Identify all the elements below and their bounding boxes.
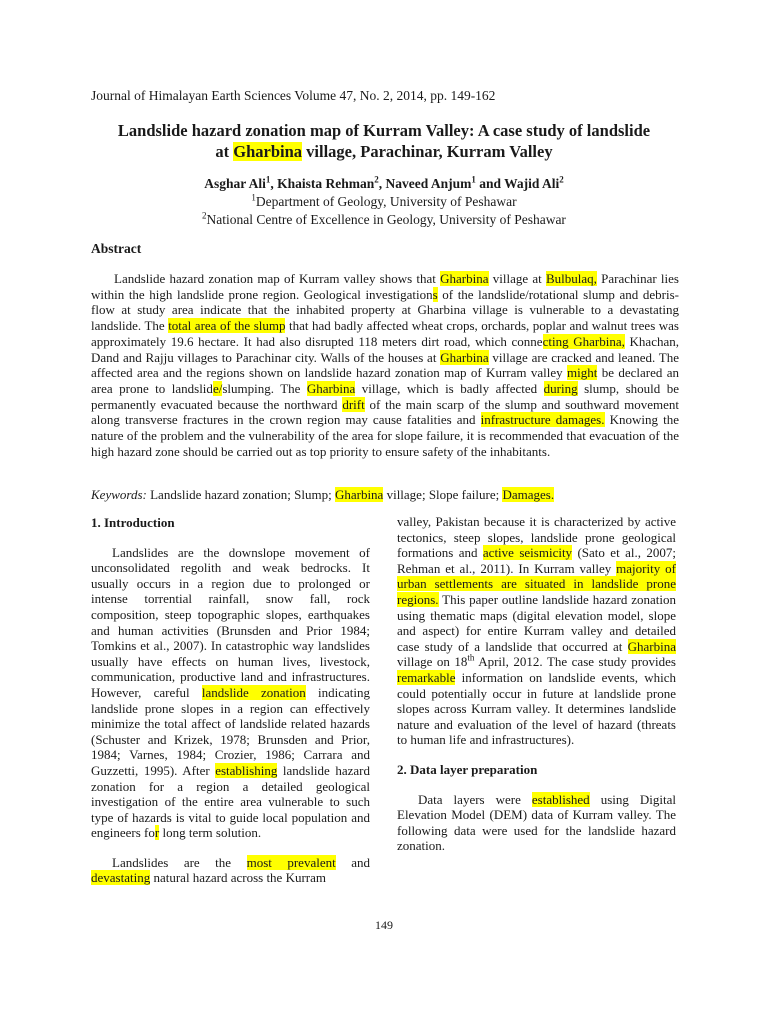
author-name: Asghar Ali [204, 176, 266, 191]
text: using Digital Elevation Model (DEM) data of Kurram valley. The following data were used for the landslide hazard zonation. [397, 791, 676, 854]
text: of the landslide/rotational slump and debris-flow at study area indicate that the inhabited property at Gharbina village is vulnerable to a devastating landslide. The [91, 286, 679, 334]
paragraph [397, 514, 676, 748]
highlight: most prevalent [246, 854, 336, 870]
text: slump, should be permanently evacuated because the northward [91, 380, 679, 412]
highlight: remarkable [397, 669, 456, 685]
highlight: Gharbina [334, 487, 384, 502]
text: natural hazard across the Kurram [150, 870, 326, 886]
title-line-2-post: village, Parachinar, Kurram Valley [302, 142, 553, 161]
affiliation-mark: 1 [265, 174, 271, 185]
text: of the main scarp of the slump and southward movement along transverse fractures in the crown region may cause fatalities and [91, 396, 680, 428]
highlight: Gharbina [627, 638, 676, 654]
highlight: Gharbina [440, 271, 489, 286]
highlight: landslide zonation [201, 684, 306, 700]
text: information on landslide events, which could potentially occur in future at landslide prone slopes across Kurram valley. It determines landslide nature and evaluation of the level of hazard (threats to human life and infrastructures). [397, 669, 676, 748]
text: (Sato et al., 2007; Rehman et al., 2011). In Kurram valley [397, 545, 676, 576]
affiliation-mark: 2 [559, 174, 564, 185]
affiliation-text: Department of Geology, University of Peshawar [255, 194, 517, 209]
author-name: , Khaista Rehman [270, 176, 375, 191]
highlight: might [567, 365, 598, 381]
page-number: 149 [375, 918, 393, 932]
paragraph [91, 855, 370, 886]
highlight: established [531, 791, 590, 807]
highlight: Bulbulaq, [545, 271, 597, 286]
text: April, 2012. The case study provides [474, 654, 676, 670]
highlight: establishing [215, 762, 278, 778]
paragraph [397, 792, 676, 854]
highlight: total area of the slump [168, 318, 286, 334]
text: village; Slope failure; [383, 487, 503, 502]
highlight: Gharbina [306, 380, 356, 396]
text: Landslide hazard zonation map of Kurram valley shows that [114, 271, 441, 286]
author-name: , Naveed Anjum [378, 176, 472, 191]
text: and [335, 854, 371, 870]
ordinal-suffix: th [467, 653, 475, 664]
text: Knowing the nature of the problem and the vulnerability of the area for slope failure, it is recommended that evacuation of the high hazard zone should be carried out as top priority to ensure safety of the inhabitants. [91, 412, 679, 459]
highlight: s [432, 286, 438, 302]
left-column [91, 515, 370, 900]
text: village on 18 [397, 654, 468, 670]
affiliation-text: National Centre of Excellence in Geology, University of Peshawar [206, 212, 566, 227]
author-names [60, 175, 708, 193]
text: village, which is badly affected [355, 380, 544, 396]
text: Data layers were [418, 791, 532, 807]
highlight: majority of urban settlements are situated in landslide prone regions. [397, 560, 676, 607]
abstract-text [91, 271, 679, 459]
author-block [60, 175, 708, 229]
affiliation-mark: 2 [202, 210, 207, 221]
text: village are cracked and leaned. The affected area and the regions shown on landslide hazard zonation map of Kurram valley [91, 349, 679, 381]
highlight: during [543, 380, 578, 396]
text: indicating landslide prone slopes in a region can effectively minimize the total affect of landslide related hazards (Schuster and Krizek, 1978; Brunsden and Prior, 1984; Varnes, 1984; Crozier, 1986; Carrara and Guzzetti, 1995). After [91, 684, 370, 778]
text: village at [488, 271, 546, 286]
highlight: drift [342, 396, 365, 412]
text: be declared an area prone to landslid [91, 365, 680, 396]
text: Khachan, Dand and Rajju villages to Parachinar city. Walls of the houses at [91, 333, 679, 365]
highlight: active seismicity [482, 545, 573, 561]
highlight: e/ [212, 380, 223, 396]
title-line-2-pre: at [215, 142, 234, 161]
highlight: Gharbina [440, 349, 489, 365]
text: landslide hazard zonation for a region a detailed geological investigation of the entire area vulnerable to such type of hazards is vital to guide local population and engineers fo [91, 762, 370, 841]
abstract-heading: Abstract [91, 241, 142, 256]
highlight: devastating [91, 870, 151, 886]
section-heading-data-layer: 2. Data layer preparation [397, 761, 538, 777]
text: long term solution. [159, 825, 262, 841]
keywords-label: Keywords: [91, 487, 147, 502]
highlight: cting Gharbina, [542, 333, 625, 349]
text: This paper outline landslide hazard zonation using thematic maps (digital elevation model, slope and aspect) for entire Kurram valley and detailed case study of a landslide that occurred at [397, 591, 676, 654]
paper-title [60, 120, 708, 162]
highlight: infrastructure damages. [480, 412, 605, 428]
title-line-1: Landslide hazard zonation map of Kurram Valley: A case study of landslide [117, 121, 651, 140]
text: valley, Pakistan because it is characterized by active tectonics, steep slopes, landslide prone geological formations and [397, 514, 676, 561]
affiliation-1 [60, 193, 708, 211]
text: Landslides are the downslope movement of unconsolidated regolith and weak bedrocks. It usually occurs in a region due to prolonged or intense torrential rainfall, snow fall, rock composition, steep topographic slopes, earthquakes and human activities (Brunsden and Prior 1984; Tomkins et al., 2007). In catastrophic way landslides usually have effects on human lives, livestock, communication, productive land and infrastructures. However, careful [91, 544, 370, 700]
keywords-line [91, 487, 679, 503]
affiliation-mark: 2 [374, 174, 379, 185]
text: Landslide hazard zonation; Slump; [146, 487, 335, 502]
text: slumping. The [222, 380, 307, 396]
affiliation-2 [60, 211, 708, 229]
section-heading-introduction: 1. Introduction [91, 515, 175, 530]
right-column [397, 514, 676, 868]
text: Parachinar lies within the high landslide prone region. Geological investigation [91, 271, 679, 302]
text: Landslides are the [112, 854, 247, 870]
text: that had badly affected wheat crops, orchards, poplar and walnut trees was approximately 19.6 hectare. It had also disrupted 118 meters dirt road, which conne [91, 318, 679, 349]
affiliation-mark: 1 [471, 174, 476, 185]
highlight: r [154, 825, 160, 841]
highlight: Gharbina [233, 142, 303, 161]
highlight: Damages. [502, 487, 555, 502]
journal-citation: Journal of Himalayan Earth Sciences Volume 47, No. 2, 2014, pp. 149-162 [91, 88, 496, 103]
paragraph [91, 545, 370, 841]
affiliation-mark: 1 [251, 192, 256, 203]
author-name: and Wajid Ali [475, 176, 560, 191]
